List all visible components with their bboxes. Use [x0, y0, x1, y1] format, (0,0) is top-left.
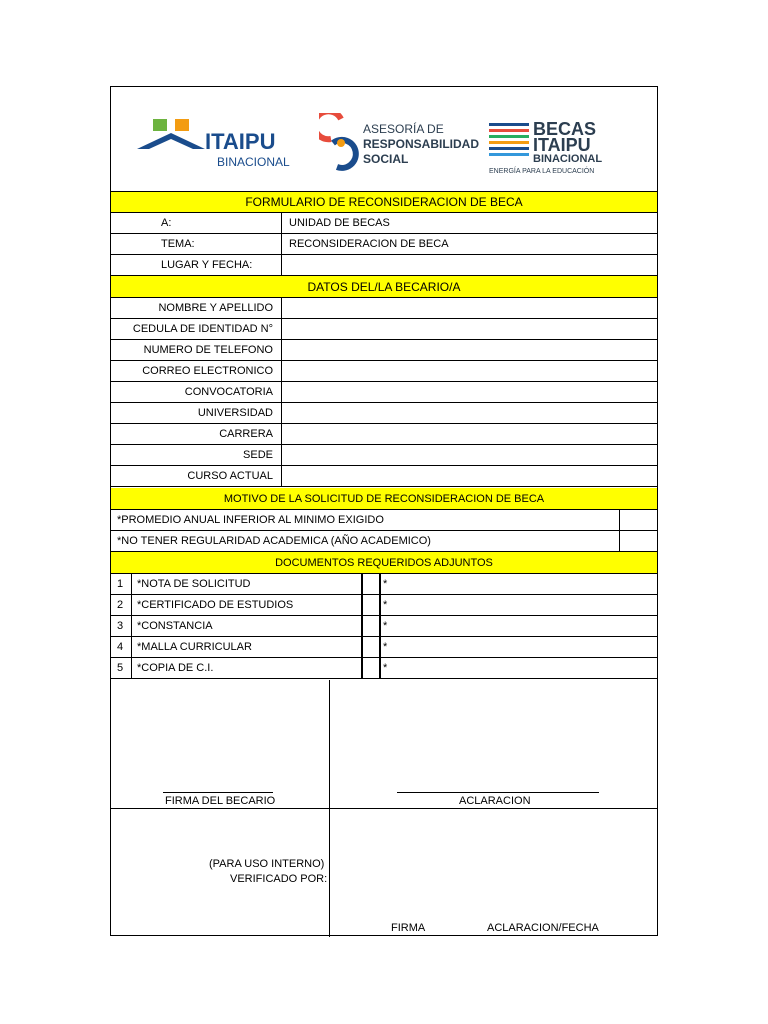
- motivo-option-row: [111, 531, 657, 552]
- documento-label: *COPIA DE C.I.: [137, 662, 214, 674]
- becas-itaipu-logo: [487, 117, 637, 177]
- documento-note[interactable]: *: [383, 620, 388, 632]
- documento-note[interactable]: *: [383, 599, 388, 611]
- motivo-option-label: *PROMEDIO ANUAL INFERIOR AL MINIMO EXIGIDO: [117, 514, 384, 526]
- datos-field-label: CARRERA: [219, 428, 273, 440]
- becas-logo-stripe: [489, 135, 529, 138]
- form-title-row: [111, 191, 657, 213]
- documento-label: *CONSTANCIA: [137, 620, 213, 632]
- datos-field-row: [111, 403, 657, 424]
- datos-field-input[interactable]: [282, 298, 657, 318]
- datos-field-row: [111, 361, 657, 382]
- datos-field-label: CURSO ACTUAL: [187, 470, 273, 482]
- itaipu-logo-blue-chevron: [137, 133, 205, 149]
- documento-row: [111, 616, 657, 637]
- documento-number: 2: [117, 599, 124, 611]
- datos-field-input[interactable]: [282, 403, 657, 423]
- form-frame: [110, 86, 658, 936]
- itaipu-logo: [135, 115, 305, 169]
- ars-logo: [319, 113, 479, 173]
- datos-field-input[interactable]: [282, 445, 657, 465]
- becas-logo-stripe: [489, 123, 529, 126]
- itaipu-logo-sub: BINACIONAL: [217, 155, 290, 169]
- documento-checkbox[interactable]: [361, 637, 381, 657]
- logo-header: [111, 87, 657, 191]
- becas-logo-line2: ITAIPU: [533, 135, 591, 155]
- firma-becario-section: [111, 680, 657, 809]
- becas-logo-tagline: ENERGÍA PARA LA EDUCACIÓN: [489, 168, 595, 175]
- datos-field-label: NUMERO DE TELEFONO: [143, 344, 273, 356]
- datos-field-row: [111, 340, 657, 361]
- documentos-title: DOCUMENTOS REQUERIDOS ADJUNTOS: [275, 556, 493, 569]
- motivo-option-row: [111, 510, 657, 531]
- aclaracion-line[interactable]: [397, 792, 599, 793]
- subject-label: TEMA:: [161, 238, 195, 250]
- itaipu-logo-green-square: [153, 119, 167, 131]
- documento-label: *NOTA DE SOLICITUD: [137, 578, 251, 590]
- subject-row: [111, 234, 657, 255]
- firma-becario-line[interactable]: [163, 792, 273, 793]
- documento-checkbox[interactable]: [361, 574, 381, 594]
- motivo-title-row: [111, 488, 657, 510]
- datos-field-label: CEDULA DE IDENTIDAD N°: [132, 323, 273, 335]
- becas-logo-line3: BINACIONAL: [533, 153, 603, 165]
- documento-row: [111, 658, 657, 679]
- datos-field-label: UNIVERSIDAD: [197, 407, 273, 419]
- datos-field-label: SEDE: [243, 449, 273, 461]
- verificado-label: VERIFICADO POR:: [230, 873, 328, 885]
- recipient-row: [111, 213, 657, 234]
- becas-logo-stripe: [489, 147, 529, 150]
- documento-note[interactable]: *: [383, 641, 388, 653]
- recipient-label: A:: [161, 217, 172, 229]
- datos-field-row: [111, 298, 657, 319]
- datos-field-row: [111, 319, 657, 340]
- aclaracion-label: ACLARACION: [459, 795, 531, 807]
- datos-field-row: [111, 382, 657, 403]
- documento-row: [111, 574, 657, 595]
- datos-field-input[interactable]: [282, 361, 657, 381]
- ars-logo-symbol-top: [319, 113, 341, 139]
- datos-field-input[interactable]: [282, 424, 657, 444]
- documentos-title-row: [111, 552, 657, 574]
- becas-logo-line1: BECAS: [533, 119, 597, 139]
- motivo-option-label: *NO TENER REGULARIDAD ACADEMICA (AÑO ACADEMICO): [117, 535, 431, 547]
- ars-logo-line1: ASESORÍA DE: [363, 122, 444, 136]
- becas-logo-stripe: [489, 129, 529, 132]
- datos-field-input[interactable]: [282, 382, 657, 402]
- firma-becario-label: FIRMA DEL BECARIO: [165, 795, 276, 807]
- recipient-value: UNIDAD DE BECAS: [289, 217, 390, 229]
- documento-label: *CERTIFICADO DE ESTUDIOS: [137, 599, 294, 611]
- datos-field-row: [111, 424, 657, 445]
- documento-number: 3: [117, 620, 124, 632]
- documento-row: [111, 595, 657, 616]
- documento-row: [111, 637, 657, 658]
- datos-field-label: CORREO ELECTRONICO: [142, 365, 273, 377]
- documento-number: 4: [117, 641, 124, 653]
- uso-interno-label: (PARA USO INTERNO): [209, 858, 325, 870]
- ars-logo-dot: [337, 139, 345, 147]
- documento-checkbox[interactable]: [361, 616, 381, 636]
- datos-field-input[interactable]: [282, 319, 657, 339]
- firma-label: FIRMA: [391, 922, 426, 934]
- documento-note[interactable]: *: [383, 578, 388, 590]
- documento-label: *MALLA CURRICULAR: [137, 641, 252, 653]
- ars-logo-line2: RESPONSABILIDAD: [363, 137, 479, 151]
- datos-field-row: [111, 445, 657, 466]
- place-date-row: [111, 255, 657, 276]
- motivo-title: MOTIVO DE LA SOLICITUD DE RECONSIDERACION DE BECA: [223, 492, 545, 505]
- becas-logo-stripe: [489, 141, 529, 144]
- itaipu-logo-name: ITAIPU: [205, 129, 276, 154]
- datos-field-label: NOMBRE Y APELLIDO: [158, 302, 273, 314]
- place-date-label: LUGAR Y FECHA:: [161, 259, 253, 271]
- motivo-option-checkbox[interactable]: [620, 531, 657, 551]
- documento-number: 1: [117, 578, 124, 590]
- datos-field-label: CONVOCATORIA: [184, 386, 273, 398]
- datos-field-row: [111, 466, 657, 487]
- datos-title-row: [111, 276, 657, 298]
- form-title: FORMULARIO DE RECONSIDERACION DE BECA: [245, 195, 523, 209]
- datos-title: DATOS DEL/LA BECARIO/A: [307, 279, 461, 294]
- uso-interno-section: [111, 809, 657, 937]
- documento-number: 5: [117, 662, 124, 674]
- documento-note[interactable]: *: [383, 662, 388, 674]
- datos-field-input[interactable]: [282, 466, 657, 486]
- itaipu-logo-orange-square: [175, 119, 189, 131]
- subject-value: RECONSIDERACION DE BECA: [289, 238, 449, 250]
- documento-checkbox[interactable]: [361, 595, 381, 615]
- becas-logo-stripe: [489, 153, 529, 156]
- ars-logo-line3: SOCIAL: [363, 152, 409, 166]
- datos-field-input[interactable]: [282, 340, 657, 360]
- documento-checkbox[interactable]: [361, 658, 381, 678]
- motivo-option-checkbox[interactable]: [620, 510, 657, 530]
- place-date-input[interactable]: [282, 255, 657, 275]
- aclaracion-fecha-label: ACLARACION/FECHA: [487, 922, 599, 934]
